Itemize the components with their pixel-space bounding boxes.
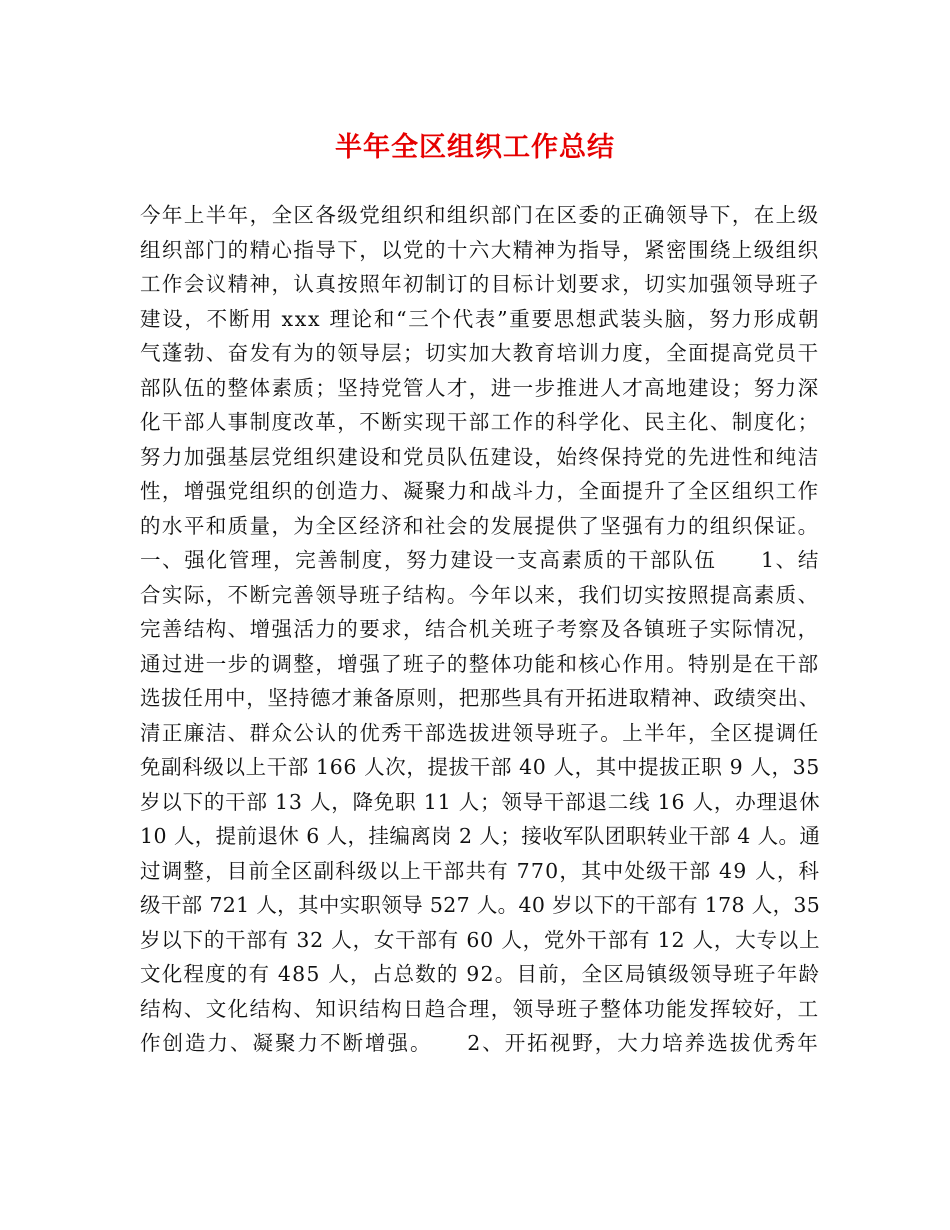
body-text-line: 合实际，不断完善领导班子结构。今年以来，我们切实按照提高素质、 (140, 582, 820, 607)
document-body (140, 198, 820, 1061)
body-text-line: 组织部门的精心指导下，以党的十六大精神为指导，紧密围绕上级组织 (140, 237, 820, 262)
body-text-line: 选拔任用中，坚持德才兼备原则，把那些具有开拓进取精神、政绩突出、 (140, 686, 820, 710)
body-text-line: 部队伍的整体素质；坚持党管人才，进一步推进人才高地建设；努力深 (140, 375, 820, 400)
body-text-line: 通过进一步的调整，增强了班子的整体功能和核心作用。特别是在干部 (140, 651, 820, 676)
body-text-line: 作创造力、凝聚力不断增强。 2、开拓视野，大力培养选拔优秀年 (140, 1031, 820, 1055)
body-text-line: 今年上半年，全区各级党组织和组织部门在区委的正确领导下，在上级 (140, 203, 820, 227)
body-text-line: 化干部人事制度改革，不断实现干部工作的科学化、民主化、制度化； (140, 410, 820, 434)
body-text-line: 工作会议精神，认真按照年初制订的目标计划要求，切实加强领导班子 (140, 272, 820, 296)
body-text-line: 结构、文化结构、知识结构日趋合理，领导班子整体功能发挥较好，工 (140, 996, 820, 1021)
body-text-line: 的水平和质量，为全区经济和社会的发展提供了坚强有力的组织保证。 (140, 513, 820, 538)
body-text-line: 文化程度的有 485 人，占总数的 92。目前，全区局镇级领导班子年龄 (140, 962, 821, 986)
body-text-line: 努力加强基层党组织建设和党员队伍建设，始终保持党的先进性和纯洁 (140, 444, 820, 469)
body-text-line: 气蓬勃、奋发有为的领导层；切实加大教育培训力度，全面提高党员干 (140, 341, 820, 365)
body-text-line: 10 人，提前退休 6 人，挂编离岗 2 人；接收军队团职转业干部 4 人。通 (140, 824, 821, 848)
body-text-line: 岁以下的干部有 32 人，女干部有 60 人，党外干部有 12 人，大专以上 (140, 927, 821, 952)
body-text-line: 清正廉洁、群众公认的优秀干部选拔进领导班子。上半年，全区提调任 (140, 720, 820, 745)
body-text-line: 免副科级以上干部 166 人次，提拔干部 40 人，其中提拔正职 9 人，35 (140, 755, 820, 779)
body-text-line: 岁以下的干部 13 人，降免职 11 人；领导干部退二线 16 人，办理退休 (140, 789, 821, 814)
body-text-line: 一、强化管理，完善制度，努力建设一支高素质的干部队伍 1、结 (140, 548, 821, 572)
document-title: 半年全区组织工作总结 (335, 132, 615, 163)
body-text-line: 建设，不断用 xxx 理论和“三个代表”重要思想武装头脑，努力形成朝 (140, 306, 821, 331)
body-text-line: 性，增强党组织的创造力、凝聚力和战斗力，全面提升了全区组织工作 (140, 479, 820, 503)
body-text-line: 完善结构、增强活力的要求，结合机关班子考察及各镇班子实际情况， (140, 617, 820, 641)
body-text-line: 过调整，目前全区副科级以上干部共有 770，其中处级干部 49 人，科 (140, 858, 821, 883)
body-text-line: 级干部 721 人，其中实职领导 527 人。40 岁以下的干部有 178 人，35 (140, 893, 821, 917)
